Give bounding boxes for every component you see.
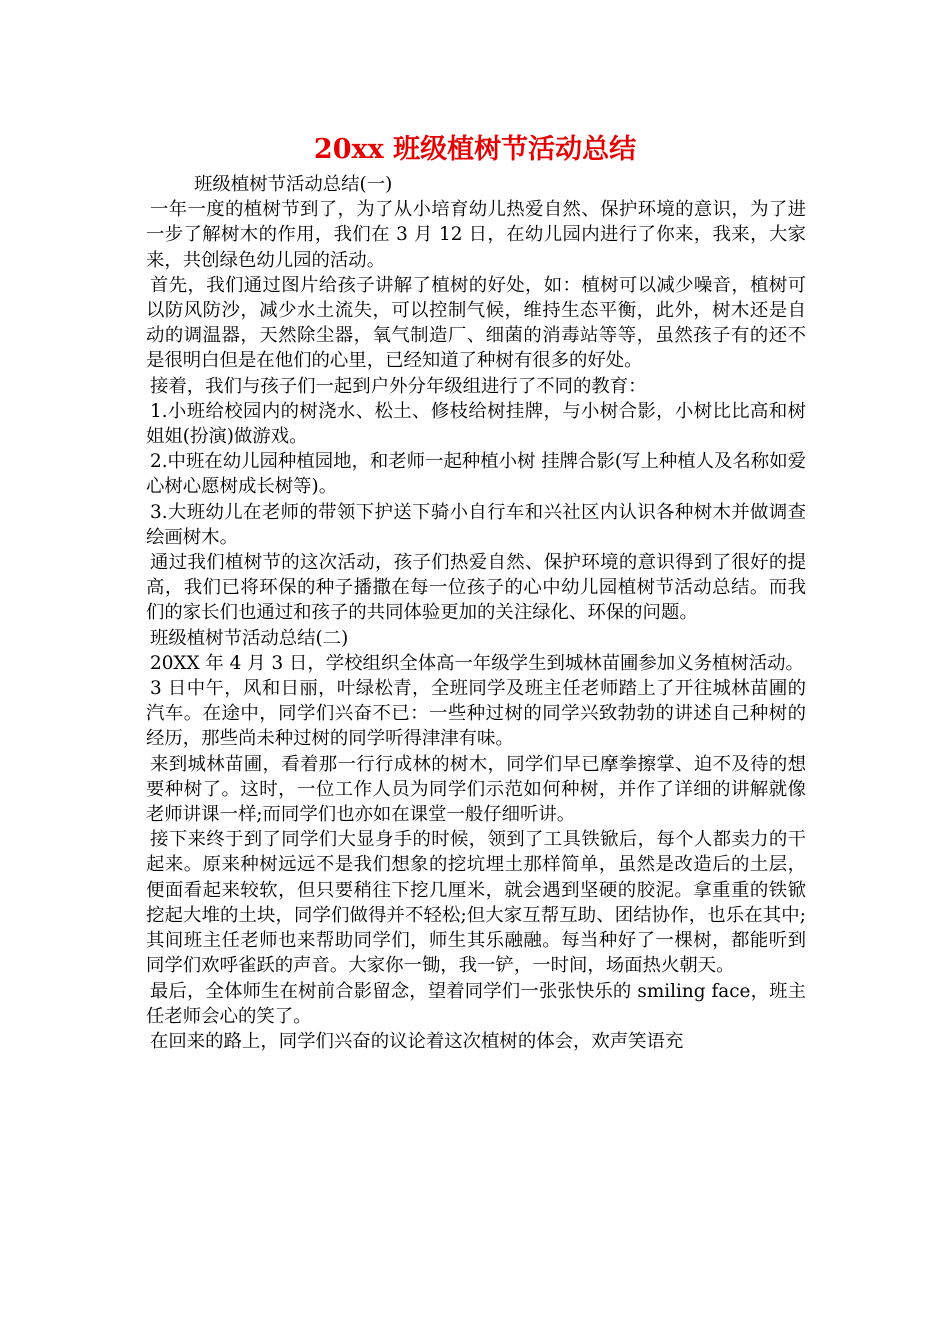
paragraph: 在回来的路上，同学们兴奋的议论着这次植树的体会，欢声笑语充 [150,1030,684,1052]
paragraph: 一年一度的植树节到了，为了从小培育幼儿热爱自然、保护环境的意识，为了进一步了解树木的作用，我们在 3 月 12 日，在幼儿园内进行了你来，我来，大家来，共创绿色幼儿园的活动。 [146,199,806,271]
paragraph: 最后，全体师生在树前合影留念，望着同学们一张张快乐的 smiling face，班主任老师会心的笑了。 [146,980,806,1027]
paragraph: 接着，我们与孩子们一起到户外分年级组进行了不同的教育： [150,375,647,397]
list-item: 2.中班在幼儿园种植园地，和老师一起种植小树 挂牌合影(写上种植人及名称如爱心树心愿树成长树等)。 [146,451,806,498]
list-item: 3.大班幼儿在老师的带领下护送下骑小自行车和兴社区内认识各种树木并做调查绘画树木。 [146,501,806,548]
document-body [146,172,806,1054]
list-item: 1.小班给校园内的树浇水、松土、修枝给树挂牌，与小树合影，小树比比高和树姐姐(扮演)做游戏。 [146,400,806,448]
section-heading-2: 班级植树节活动总结(二) [150,627,349,649]
paragraph: 通过我们植树节的这次活动，孩子们热爱自然、保护环境的意识得到了很好的提高，我们已将环保的种子播撒在每一位孩子的心中幼儿园植树节活动总结。而我们的家长们也通过和孩子的共同体验更加的关注绿化、环保的问题。 [146,552,806,624]
paragraph: 来到城林苗圃，看着那一行行成林的树木，同学们早已摩拳擦掌、迫不及待的想要种树了。这时，一位工作人员为同学们示范如何种树，并作了详细的讲解就像老师讲课一样;而同学们也亦如在课堂一般仔细听讲。 [146,753,806,826]
paragraph: 3 日中午，风和日丽，叶绿松青，全班同学及班主任老师踏上了开往城林苗圃的汽车。在途中，同学们兴奋不已：一些种过树的同学兴致勃勃的讲述自己种树的经历，那些尚未种过树的同学听得津津有味。 [146,678,806,750]
section-heading-1: 班级植树节活动总结(一) [194,174,393,195]
paragraph: 接下来终于到了同学们大显身手的时候，领到了工具铁锨后，每个人都卖力的干起来。原来种树远远不是我们想象的挖坑埋土那样简单，虽然是改造后的土层，便面看起来较软，但只要稍往下挖几厘米，就会遇到坚硬的胶泥。拿重重的铁锨挖起大堆的土块，同学们做得并不轻松;但大家互帮互助、团结协作，也乐在其中;其间班主任老师也来帮助同学们，师生其乐融融。每当种好了一棵树，都能听到同学们欢呼雀跃的声音。大家你一锄，我一铲，一时间，场面热火朝天。 [146,829,806,977]
paragraph: 首先，我们通过图片给孩子讲解了植树的好处，如：植树可以减少噪音，植树可以防风防沙，减少水土流失，可以控制气候，维持生态平衡，此外，树木还是自动的调温器，天然除尘器，氧气制造厂、细菌的消毒站等等，虽然孩子有的还不是很明白但是在他们的心里，已经知道了种树有很多的好处。 [146,274,806,372]
paragraph: 20XX 年 4 月 3 日，学校组织全体高一年级学生到城林苗圃参加义务植树活动。 [150,652,804,674]
document-title: 20xx 班级植树节活动总结 [313,134,637,165]
